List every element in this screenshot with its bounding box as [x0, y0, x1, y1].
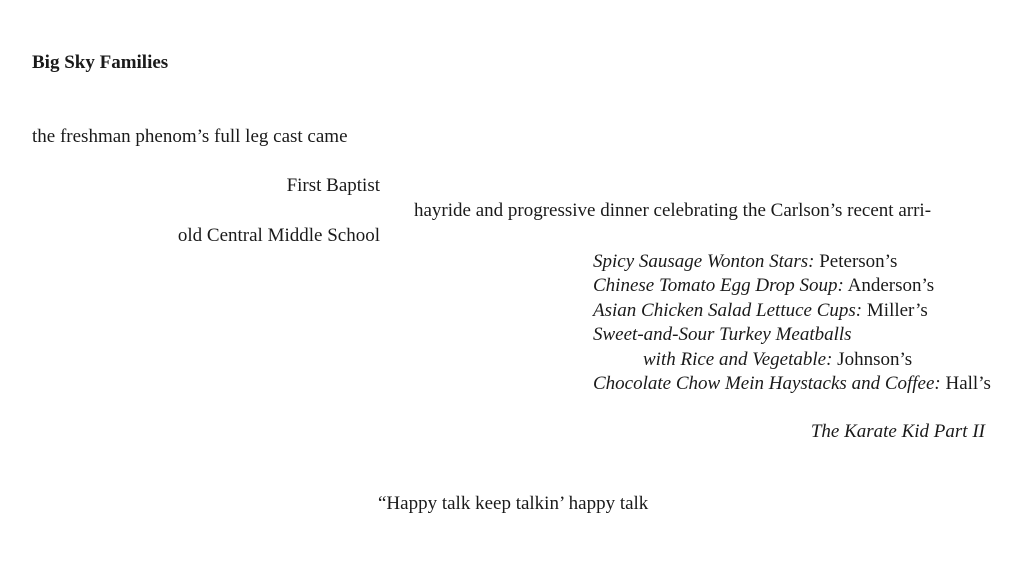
menu-item [593, 348, 991, 372]
menu-dish: Spicy Sausage Wonton Stars: [593, 251, 815, 272]
text-line-school-wrap [0, 226, 380, 245]
menu-item [593, 274, 991, 298]
quote-line: “Happy talk keep talkin’ happy talk [378, 493, 649, 514]
menu-item [593, 372, 991, 396]
menu-host: Miller’s [862, 299, 928, 321]
text-line-church-wrap [0, 176, 380, 195]
text-line-school: old Central Middle School [177, 225, 380, 246]
dinner-menu [593, 250, 991, 396]
menu-dish: Chinese Tomato Egg Drop Soup: [593, 275, 844, 297]
text-line-hayride: hayride and progressive dinner celebrating the Carlson’s recent arri- [414, 200, 932, 221]
film-title: The Karate Kid Part II [810, 421, 985, 442]
document-title: Big Sky Families [32, 52, 169, 73]
menu-host: Johnson’s [832, 348, 913, 370]
menu-host: Anderson’s [843, 275, 935, 297]
menu-host: Peterson’s [814, 251, 898, 272]
menu-item [593, 299, 991, 323]
menu-item [593, 323, 991, 347]
menu-dish: Sweet-and-Sour Turkey Meatballs [593, 324, 852, 346]
menu-dish: with Rice and Vegetable: [643, 348, 833, 370]
text-line-church: First Baptist [286, 175, 380, 196]
menu-dish: Chocolate Chow Mein Haystacks and Coffee: [593, 373, 941, 395]
menu-dish: Asian Chicken Salad Lettuce Cups: [593, 299, 863, 321]
menu-host: Hall’s [940, 373, 991, 395]
text-line-leg-cast: the freshman phenom’s full leg cast came [32, 126, 348, 147]
menu-item [593, 250, 991, 274]
